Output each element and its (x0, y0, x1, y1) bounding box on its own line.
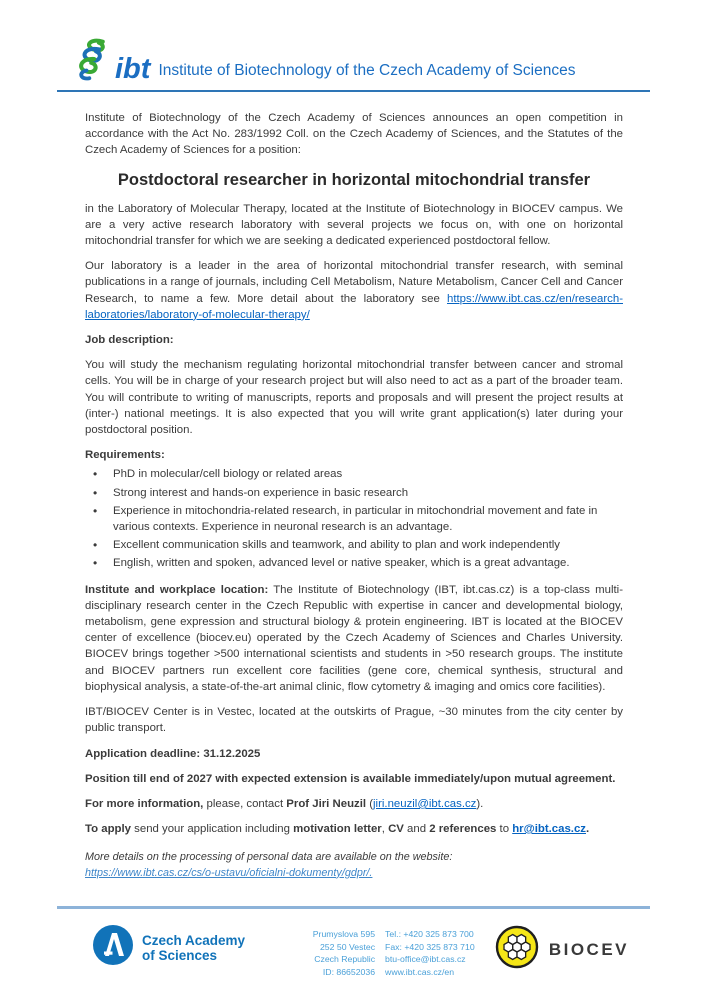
org-name: Institute of Biotechnology of the Czech Academy of Sciences (158, 62, 576, 79)
job-description-heading: Job description: (85, 334, 174, 347)
requirement-item: • PhD in molecular/cell biology or related areas (85, 466, 623, 482)
ibt-wordmark: ibt (115, 52, 151, 85)
contact-mid: please, contact (203, 797, 287, 810)
apply-motivation: motivation letter (293, 823, 382, 836)
footer-web: www.ibt.cas.cz/en (385, 966, 455, 977)
address-city: 252 50 Vestec (319, 941, 376, 952)
contact-paren-close: ). (476, 797, 484, 810)
location-text: The Institute of Biotechnology (IBT, ibt.cas.cz) is a top-class multi-disciplinary research center in the Czech Republic with expertise in cancer and developmental biology, metabolism, gene expression and structural biology & protein engineering. IBT is located at the BIOCEV center of excellence (biocev.eu) operated by the Czech Academy of Sciences and Charles University. BIOCEV brings together >500 international scientists and students in >50 research groups. The institute and BIOCEV partners run excellent core facilities (gene core, chemical synthesis, structural and biophysical analysis, a state-of-the-art animal clinic, flow cytometry & imaging and omics core facilities). (85, 583, 623, 693)
footer-address (297, 928, 375, 978)
intro-paragraph: Institute of Biotechnology of the Czech Academy of Sciences announces an open competition in accordance with the Act No. 283/1992 Coll. on the Czech Academy of Sciences, and the Statutes of the Czech Academy of Sciences for a position: (85, 112, 623, 157)
gdpr-text: More details on the processing of personal data are available on the website: (85, 851, 453, 864)
contact-lead: For more information, (85, 797, 204, 810)
lab-intro-paragraph: in the Laboratory of Molecular Therapy, located at the Institute of Biotechnology in BIOCEV campus. We are a very active research laboratory with several projects we focus on, with one on horizontal mitochondrial transfer for which we are seeking a dedicated experienced postdoctoral fellow. (85, 202, 623, 248)
contact-paren-open: ( (366, 797, 374, 810)
requirements-list (85, 466, 623, 571)
apply-mid3: and (403, 823, 430, 836)
biocev-logo-icon (495, 925, 539, 974)
apply-mid2: , (381, 823, 389, 836)
biocev-wordmark: BIOCEV (548, 939, 629, 959)
location-heading: Institute and workplace location: (85, 583, 269, 596)
document-footer (0, 925, 707, 978)
contact-name: Prof Jiri Neuzil (286, 797, 367, 810)
apply-mid1: send your application including (131, 823, 294, 836)
apply-cv: CV (388, 823, 404, 836)
ibt-logo-icon (73, 36, 121, 82)
laboratory-link[interactable]: https://www.ibt.cas.cz/en/research-laboratories/laboratory-of-molecular-therapy/ (85, 292, 623, 321)
footer-tel: Tel.: +420 325 873 700 (385, 929, 474, 939)
contact-line (85, 796, 623, 812)
cas-name (142, 933, 245, 963)
gdpr-link[interactable]: https://www.ibt.cas.cz/cs/o-ustavu/oficialni-dokumenty/gdpr/. (85, 866, 373, 879)
page-title: Postdoctoral researcher in horizontal mitochondrial transfer (117, 170, 591, 189)
apply-line (85, 821, 623, 837)
apply-lead: To apply (85, 823, 131, 836)
footer-email: btu-office@ibt.cas.cz (385, 954, 466, 965)
address-street: Prumyslova 595 (312, 929, 376, 939)
footer-contacts (385, 928, 475, 978)
footer-divider (57, 906, 650, 909)
requirement-item: • Excellent communication skills and teamwork, and ability to plan and work independently (85, 537, 623, 553)
ibt-logo (73, 36, 151, 85)
requirement-item: • Strong interest and hands-on experience in basic research (85, 485, 623, 501)
vestec-paragraph: IBT/BIOCEV Center is in Vestec, located at the outskirts of Prague, ~30 minutes from the city center by public transport. (85, 706, 623, 735)
apply-end: . (586, 823, 590, 836)
requirement-item: • Experience in mitochondria-related research, in particular in mitochondrial movement and fate in various contexts. Experience in neuronal research is an advantage. (85, 503, 623, 535)
cas-name-line1: Czech Academy (142, 932, 246, 948)
location-paragraph (85, 582, 623, 695)
apply-references: 2 references (429, 823, 497, 836)
document-body (85, 110, 623, 890)
address-id: ID: 86652036 (322, 966, 376, 977)
address-country: Czech Republic (314, 954, 376, 965)
document-header (57, 36, 650, 92)
cas-logo-icon (93, 925, 133, 970)
cas-name-line2: of Sciences (142, 947, 218, 963)
gdpr-note (85, 850, 623, 881)
cas-logo-block (93, 925, 245, 970)
footer-fax: Fax: +420 325 873 710 (385, 941, 475, 952)
application-deadline: Application deadline: 31.12.2025 (85, 747, 261, 760)
position-note: Position till end of 2027 with expected extension is available immediately/upon mutual agreement. (85, 772, 616, 785)
job-description-paragraph: You will study the mechanism regulating horizontal mitochondrial transfer between cancer and stromal cells. You will be in charge of your research project but will also need to act as a part of the broader team. You will contribute to writing of manuscripts, reports and proposals and will present the project results at (inter-) national meetings. It is also expected that you will write grant application(s) later during your postdoctoral position. (85, 359, 623, 437)
leader-paragraph (85, 258, 623, 323)
hr-email-link[interactable]: hr@ibt.cas.cz (512, 823, 586, 836)
contact-email-link[interactable]: jiri.neuzil@ibt.cas.cz (373, 797, 477, 810)
apply-mid4: to (496, 823, 513, 836)
requirements-heading: Requirements: (85, 449, 165, 462)
biocev-logo-block (495, 925, 629, 974)
requirement-item: • English, written and spoken, advanced level or native speaker, which is a great advantage. (85, 555, 623, 571)
leader-text: Our laboratory is a leader in the area of horizontal mitochondrial transfer research, with seminal publications in a range of journals, including Cell Metabolism, Nature Metabolism, Cancer Cell and Cancer Research, to name a few. More detail about the laboratory see (85, 260, 623, 305)
